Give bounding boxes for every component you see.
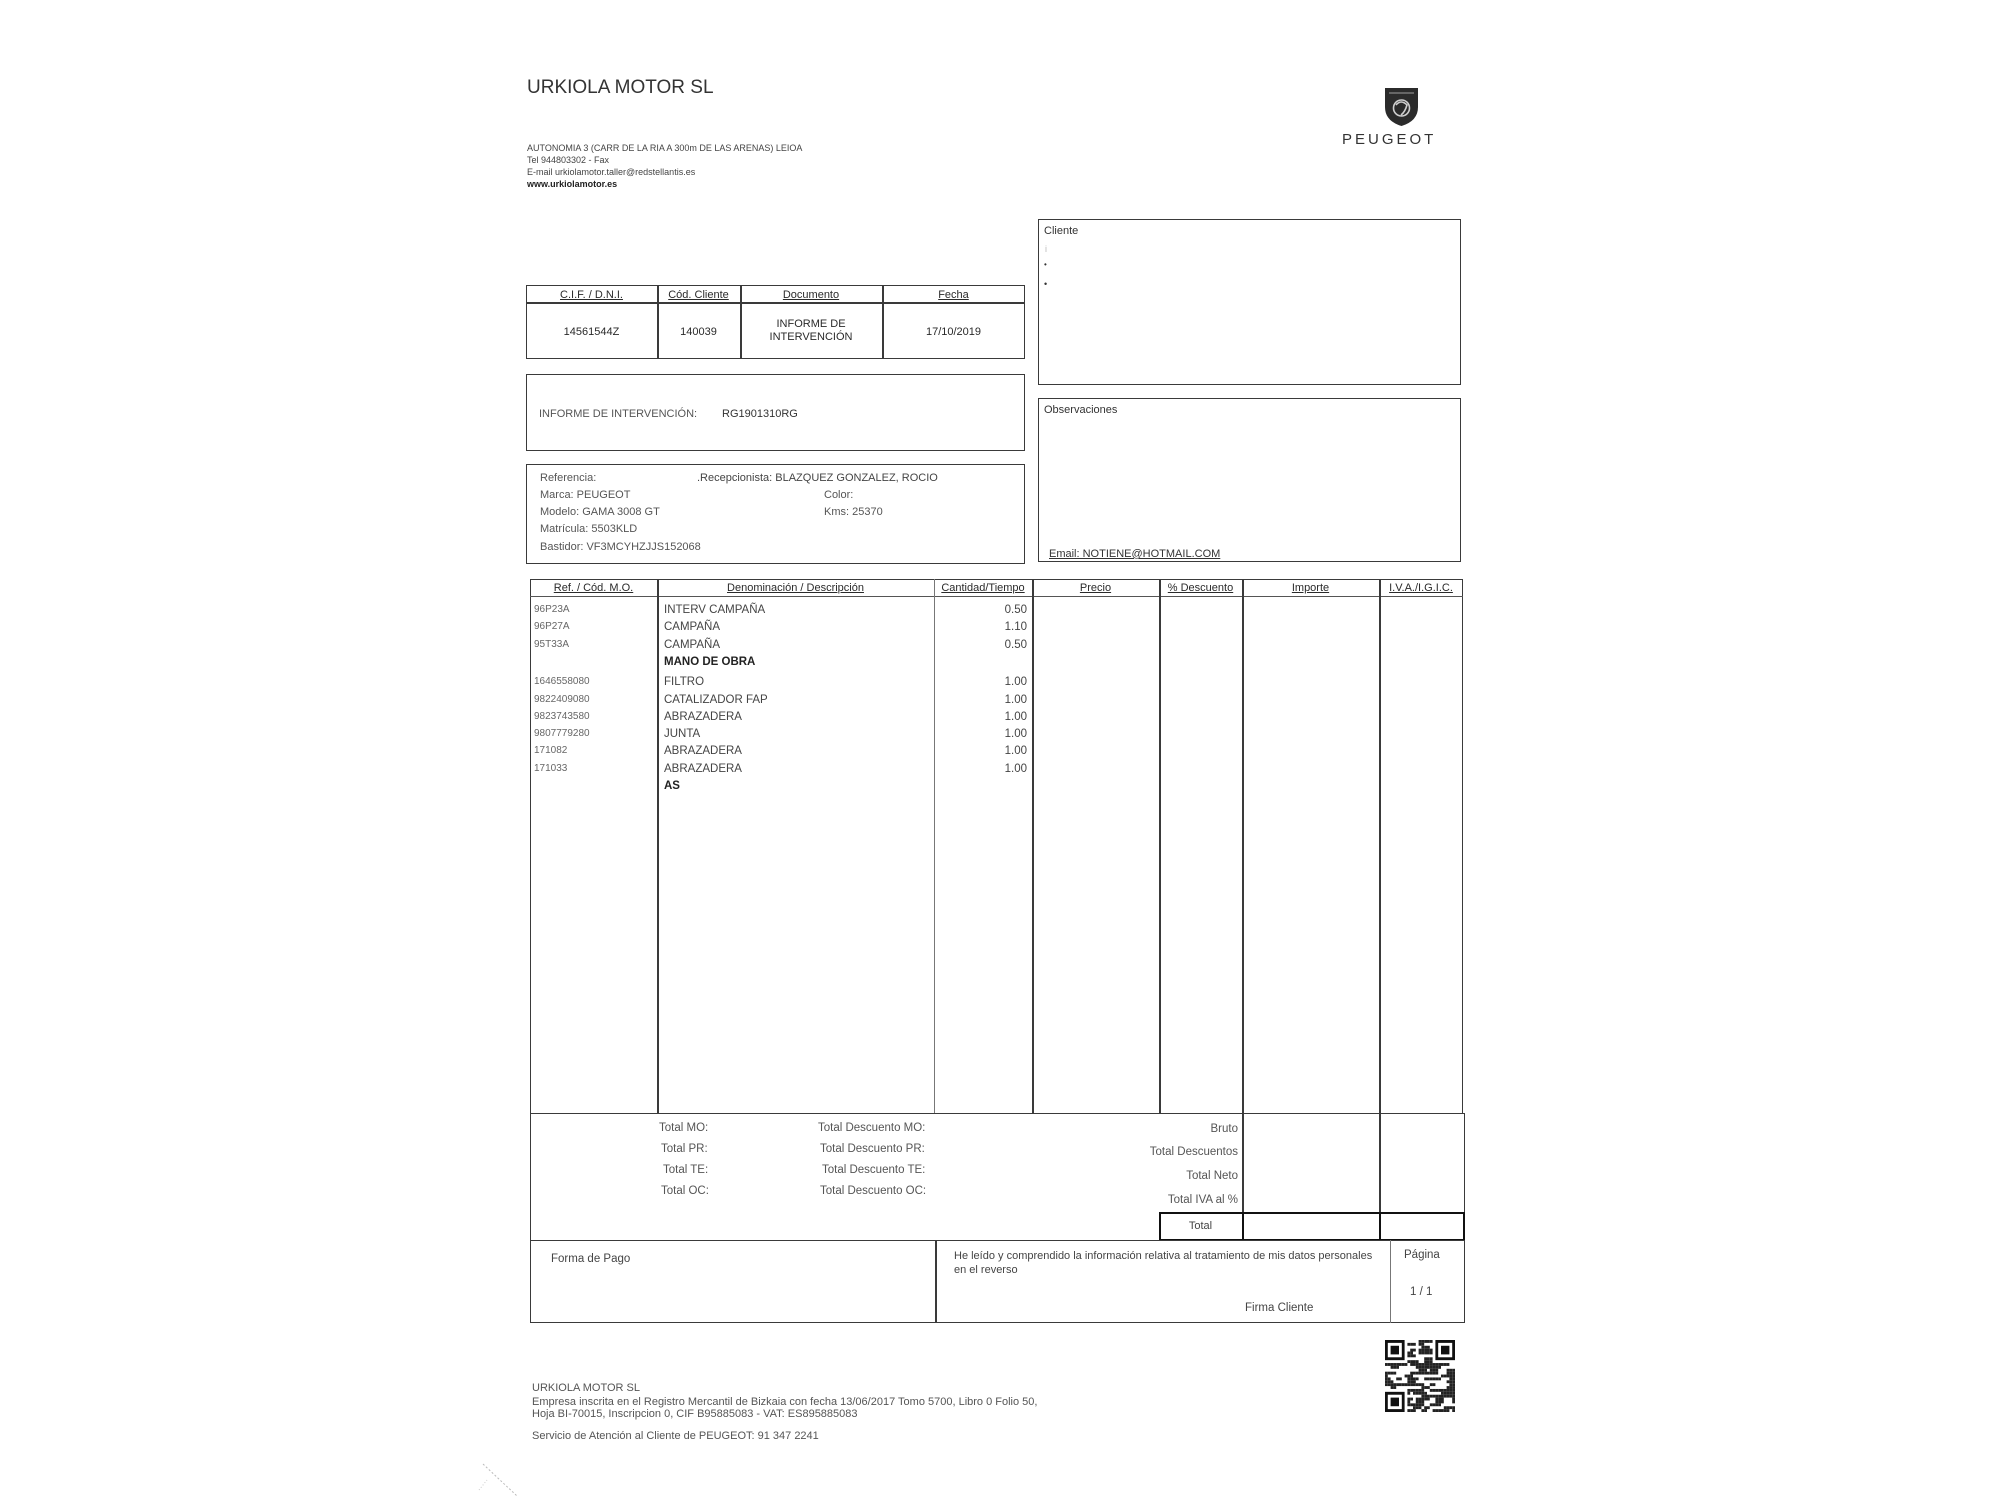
- documento-value: INFORME DE INTERVENCIÓN: [769, 318, 853, 343]
- footer-registry-2: Hoja BI-70015, Inscripcion 0, CIF B95885083 - VAT: ES895885083: [532, 1408, 858, 1420]
- header-col-fecha: Fecha: [938, 289, 969, 301]
- header-col-cod-cliente: Cód. Cliente: [668, 289, 729, 301]
- row-description: ABRAZADERA: [664, 745, 742, 758]
- row-description: CAMPAÑA: [664, 638, 721, 651]
- company-email: E-mail urkiolamotor.taller@redstellantis.es: [527, 167, 696, 177]
- total-te-label: Total TE:: [663, 1164, 709, 1176]
- total-descuento-mo-label: Total Descuento MO:: [818, 1122, 926, 1134]
- row-ref: 9822409080: [534, 693, 590, 705]
- intervention-label: INFORME DE INTERVENCIÓN:: [539, 408, 698, 420]
- vehicle-referencia: Referencia:: [540, 472, 597, 484]
- total-descuentos-label: Total Descuentos: [1149, 1146, 1238, 1158]
- row-ref: 9807779280: [534, 728, 590, 740]
- row-quantity: 1.00: [1004, 693, 1027, 706]
- footer-service: Servicio de Atención al Cliente de PEUGEOT: 91 347 2241: [532, 1430, 819, 1442]
- company-name: URKIOLA MOTOR SL: [527, 77, 714, 98]
- row-description: CATALIZADOR FAP: [664, 693, 768, 706]
- col-header-ref: Ref. / Cód. M.O.: [553, 582, 634, 594]
- vehicle-matricula: Matrícula: 5503KLD: [540, 523, 638, 535]
- row-quantity: 1.00: [1004, 728, 1027, 741]
- col-header-importe: Importe: [1291, 582, 1330, 594]
- row-quantity: 1.00: [1004, 710, 1027, 723]
- total-descuento-pr-label: Total Descuento PR:: [820, 1143, 925, 1155]
- total-descuento-oc-label: Total Descuento OC:: [820, 1185, 927, 1197]
- row-ref: 96P27A: [534, 621, 570, 633]
- row-quantity: 1.00: [1004, 745, 1027, 758]
- col-header-precio: Precio: [1079, 582, 1112, 594]
- row-description: INTERV CAMPAÑA: [664, 604, 766, 616]
- vehicle-bastidor: Bastidor: VF3MCYHZJJS152068: [540, 541, 701, 553]
- total-pr-label: Total PR:: [661, 1143, 708, 1155]
- header-col-documento: Documento: [782, 289, 840, 301]
- total-label: Total: [1188, 1220, 1213, 1232]
- row-description: MANO DE OBRA: [664, 655, 756, 668]
- row-ref: 171082: [534, 745, 568, 757]
- cliente-title: Cliente: [1044, 225, 1079, 237]
- row-quantity: 0.50: [1004, 604, 1027, 616]
- row-quantity: 1.00: [1004, 762, 1027, 775]
- total-neto-label: Total Neto: [1186, 1170, 1238, 1182]
- vehicle-kms: Kms: 25370: [824, 506, 883, 518]
- cliente-mark-2: •: [1044, 260, 1047, 269]
- row-ref: 9823743580: [534, 710, 590, 722]
- vehicle-color: Color:: [824, 489, 854, 501]
- peugeot-brand-text: PEUGEOT: [1342, 131, 1437, 148]
- row-ref: 96P23A: [534, 604, 570, 615]
- col-header-cantidad: Cantidad/Tiempo: [941, 582, 1025, 594]
- cliente-box: [1038, 219, 1461, 385]
- row-ref: 171033: [534, 762, 568, 774]
- pagina-value: 1 / 1: [1410, 1286, 1433, 1298]
- qr-code[interactable]: [1385, 1340, 1455, 1412]
- cliente-mark-3: •: [1044, 279, 1048, 289]
- col-header-iva: I.V.A./I.G.I.C.: [1389, 582, 1453, 594]
- cod-cliente-value: 140039: [680, 326, 717, 338]
- cif-value: 14561544Z: [563, 326, 620, 338]
- total-mo-label: Total MO:: [659, 1122, 709, 1134]
- row-description: ABRAZADERA: [664, 762, 742, 775]
- header-col-cif: C.I.F. / D.N.I.: [560, 289, 623, 301]
- vehicle-marca: Marca: PEUGEOT: [540, 489, 631, 501]
- vehicle-modelo: Modelo: GAMA 3008 GT: [540, 506, 660, 518]
- company-phone: Tel 944803302 - Fax: [527, 155, 610, 165]
- observaciones-title: Observaciones: [1044, 404, 1118, 416]
- col-header-descuento: % Descuento: [1167, 582, 1234, 594]
- intervention-number: RG1901310RG: [722, 408, 798, 420]
- row-description: JUNTA: [664, 728, 701, 741]
- fecha-value: 17/10/2019: [925, 326, 982, 338]
- vehicle-recepcionista: .Recepcionista: BLAZQUEZ GONZALEZ, ROCIO: [697, 472, 938, 484]
- total-descuento-te-label: Total Descuento TE:: [822, 1164, 926, 1176]
- row-quantity: 1.10: [1004, 621, 1027, 634]
- firma-cliente-label: Firma Cliente: [1245, 1302, 1314, 1314]
- company-address: AUTONOMIA 3 (CARR DE LA RIA A 300m DE LAS ARENAS) LEIOA: [527, 143, 803, 153]
- row-description: ABRAZADERA: [664, 710, 742, 723]
- row-description: CAMPAÑA: [664, 621, 721, 634]
- row-quantity: 1.00: [1004, 676, 1027, 689]
- footer-registry-1: Empresa inscrita en el Registro Mercantil de Bizkaia con fecha 13/06/2017 Tomo 5700, Libro 0 Folio 50,: [532, 1396, 1038, 1408]
- total-iva-label: Total IVA al %: [1167, 1194, 1238, 1206]
- forma-pago-label: Forma de Pago: [551, 1253, 631, 1265]
- cliente-mark-1: i: [1045, 244, 1047, 254]
- col-header-descripcion: Denominación / Descripción: [727, 582, 864, 594]
- total-oc-label: Total OC:: [661, 1185, 709, 1197]
- company-website[interactable]: www.urkiolamotor.es: [527, 179, 618, 189]
- observaciones-email: Email: NOTIENE@HOTMAIL.COM: [1049, 548, 1221, 560]
- privacy-statement: He leído y comprendido la información relativa al tratamiento de mis datos personales en el reverso: [954, 1250, 1373, 1276]
- footer-company: URKIOLA MOTOR SL: [532, 1382, 640, 1394]
- row-description: AS: [664, 780, 680, 792]
- row-ref: 1646558080: [534, 676, 590, 688]
- pagina-label: Página: [1404, 1249, 1440, 1261]
- row-ref: 95T33A: [534, 638, 570, 650]
- bruto-label: Bruto: [1210, 1123, 1238, 1135]
- scan-artifact: [475, 1460, 525, 1500]
- row-description: FILTRO: [664, 676, 705, 689]
- peugeot-lion-logo-icon: [1383, 85, 1420, 127]
- row-quantity: 0.50: [1004, 638, 1027, 651]
- observaciones-box: [1038, 398, 1461, 562]
